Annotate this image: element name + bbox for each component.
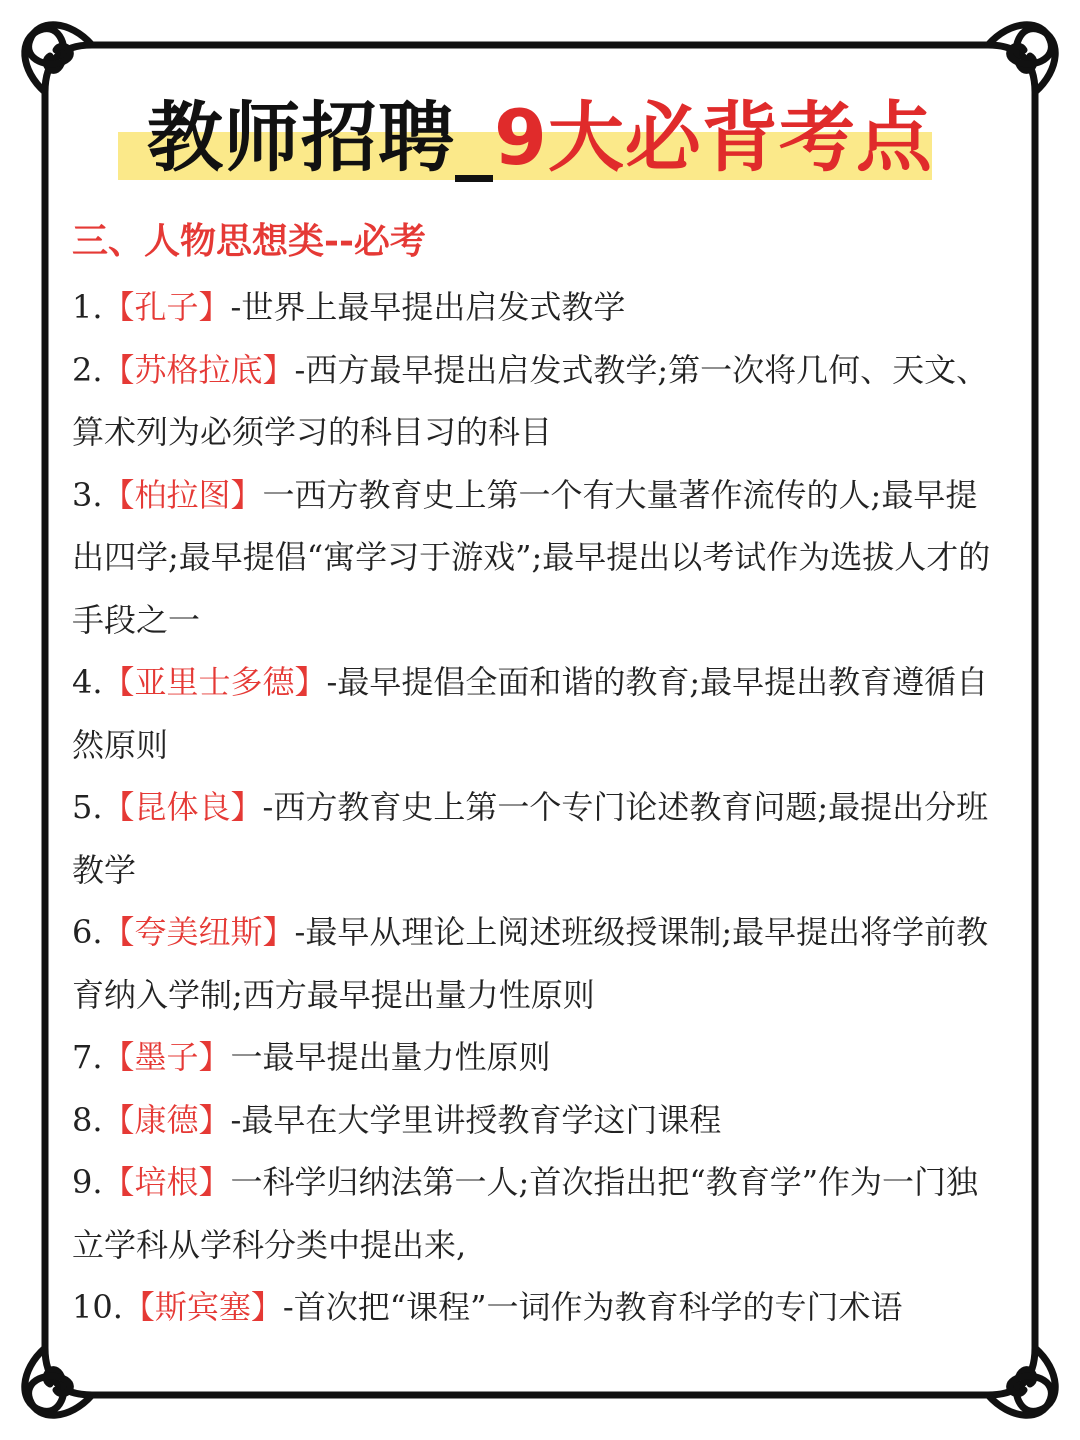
list-item (72, 464, 1002, 652)
page-title-black-part: 教师招聘_ (147, 93, 495, 182)
item-description: -西方最早提出启发式教学;第一次将几何、天文、算术列为必须学习的科目习的科目 (72, 350, 989, 451)
title-container (0, 88, 1080, 188)
list-item (72, 651, 1002, 776)
list-item (72, 901, 1002, 1026)
list-item (72, 339, 1002, 464)
list-item (72, 276, 1002, 339)
page-title (147, 88, 933, 188)
item-name: 【苏格拉底】 (102, 350, 295, 389)
list-item (72, 1089, 1002, 1152)
item-number: 5. (72, 788, 103, 826)
item-number: 8. (72, 1100, 103, 1139)
item-name: 【夸美纽斯】 (102, 913, 295, 951)
item-description: -最早在大学里讲授教育学这门课程 (230, 1100, 722, 1139)
item-name: 【柏拉图】 (102, 475, 263, 514)
item-number: 6. (72, 913, 103, 951)
item-number: 4. (72, 663, 103, 701)
item-name: 【昆体良】 (102, 788, 263, 826)
item-name: 【斯宾塞】 (122, 1288, 283, 1326)
item-number: 10. (72, 1288, 123, 1326)
item-name: 【培根】 (102, 1163, 231, 1201)
item-description: -首次把“课程”一词作为教育科学的专门术语 (282, 1288, 903, 1326)
item-description: 一最早提出量力性原则 (230, 1038, 551, 1076)
item-number: 1. (72, 288, 103, 326)
item-description: -最早提倡全面和谐的教育;最早提出教育遵循自然原则 (72, 663, 989, 764)
item-number: 3. (72, 475, 103, 514)
item-description: 一科学归纳法第一人;首次指出把“教育学”作为一门独立学科从学科分类中提出来, (72, 1163, 979, 1264)
item-description: -世界上最早提出启发式教学 (230, 288, 626, 326)
list-item (72, 1276, 1002, 1339)
list-item (72, 1151, 1002, 1276)
list-item (72, 1026, 1002, 1089)
item-description: -西方教育史上第一个专门论述教育问题;最提出分班教学 (72, 788, 989, 889)
item-name: 【亚里士多德】 (102, 663, 327, 701)
item-description: 一西方教育史上第一个有大量著作流传的人;最早提出四学;最早提倡“寓学习于游戏”;最早提出以考试作为选拔人才的手段之一 (72, 475, 991, 639)
section-heading: 三、人物思想类--必考 (72, 220, 426, 262)
item-number: 9. (72, 1163, 103, 1201)
item-name: 【康德】 (102, 1100, 231, 1139)
item-number: 7. (72, 1038, 103, 1076)
page-title-red-part: 9大必背考点 (494, 93, 933, 182)
list-item (72, 776, 1002, 901)
item-number: 2. (72, 350, 103, 389)
figure-list (72, 276, 1002, 1339)
item-description: -最早从理论上阅述班级授课制;最早提出将学前教育纳入学制;西方最早提出量力性原则 (72, 913, 989, 1014)
item-name: 【墨子】 (102, 1038, 231, 1076)
item-name: 【孔子】 (102, 288, 231, 326)
